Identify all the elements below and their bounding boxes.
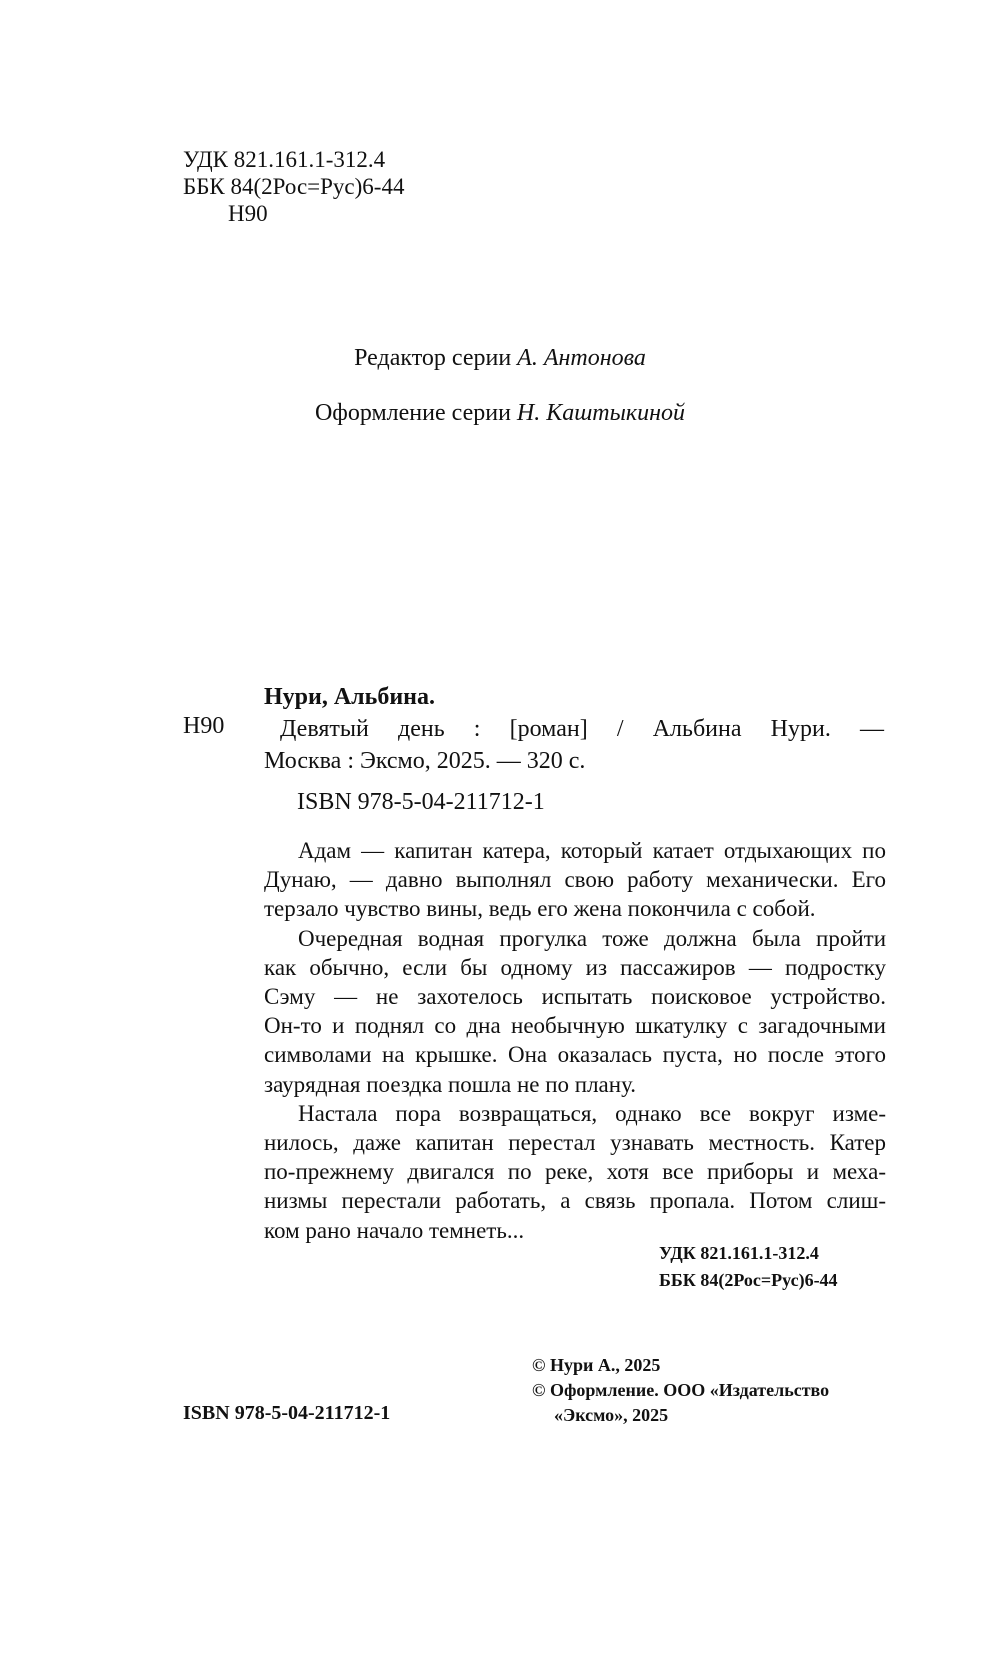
design-label: Оформление серии <box>314 400 511 426</box>
annotation-line: Настала пора возвращаться, однако все вокруг изме- <box>298 1100 886 1126</box>
classification-codes <box>183 146 404 227</box>
annotation-line: Дунаю, — давно выполнял свою работу механически. Его <box>264 867 886 893</box>
copyright-block <box>532 1353 829 1428</box>
footer-codes <box>659 1240 838 1294</box>
annotation-line: Он-то и поднял со дна необычную шкатулку с загадочными <box>264 1013 886 1039</box>
annotation-line: по-прежнему двигался по реке, хотя все приборы и меха- <box>264 1159 886 1185</box>
annotation-line: нилось, даже капитан перестал узнавать местность. Катер <box>264 1130 886 1156</box>
copyright-design-cont: «Эксмо», 2025 <box>554 1405 669 1425</box>
bbk-code: ББК 84(2Рос=Рус)6-44 <box>183 174 405 199</box>
bib-author-mark: Н90 <box>183 713 225 739</box>
bib-author: Нури, Альбина. <box>264 684 435 710</box>
annotation-line: как обычно, если бы одному из пассажиров — подростку <box>264 954 886 980</box>
udk-code: УДК 821.161.1-312.4 <box>183 147 386 172</box>
annotation-line: терзало чувство вины, ведь его жена покончила с собой. <box>264 896 816 922</box>
annotation-line: Адам — капитан катера, который катает отдыхающих по <box>298 838 886 863</box>
annotation-line: Очередная водная прогулка тоже должна была пройти <box>298 925 886 951</box>
annotation-line: низмы перестали работать, а связь пропала. Потом слиш- <box>264 1188 886 1214</box>
annotation-line: Сэму — не захотелось испытать поисковое устройство. <box>264 984 886 1010</box>
design-name: Н. Каштыкиной <box>516 400 686 426</box>
bib-line-2: Москва : Эксмо, 2025. — 320 с. <box>264 748 586 774</box>
bib-isbn: ISBN 978-5-04-211712-1 <box>297 789 545 815</box>
annotation <box>264 836 886 1245</box>
footer-bbk: ББК 84(2Рос=Рус)6-44 <box>659 1270 838 1290</box>
series-editor-credit <box>0 345 1000 372</box>
author-mark: Н90 <box>228 201 268 226</box>
editor-name: А. Антонова <box>517 345 646 371</box>
footer-udk: УДК 821.161.1-312.4 <box>659 1243 819 1263</box>
annotation-line: заурядная поездка пошла не по плану. <box>264 1071 637 1097</box>
editor-label: Редактор серии <box>354 345 512 371</box>
annotation-line: ком рано начало темнеть... <box>264 1217 525 1243</box>
footer-isbn: ISBN 978-5-04-211712-1 <box>183 1402 391 1424</box>
copyright-design: © Оформление. ООО «Издательство <box>532 1380 830 1400</box>
series-design-credit <box>0 400 1000 427</box>
bib-line-1: Девятый день : [роман] / Альбина Нури. — <box>280 716 884 742</box>
bib-record <box>264 713 884 777</box>
copyright-author: © Нури А., 2025 <box>532 1355 661 1375</box>
annotation-line: символами на крышке. Она оказалась пуста, но после этого <box>264 1042 886 1068</box>
